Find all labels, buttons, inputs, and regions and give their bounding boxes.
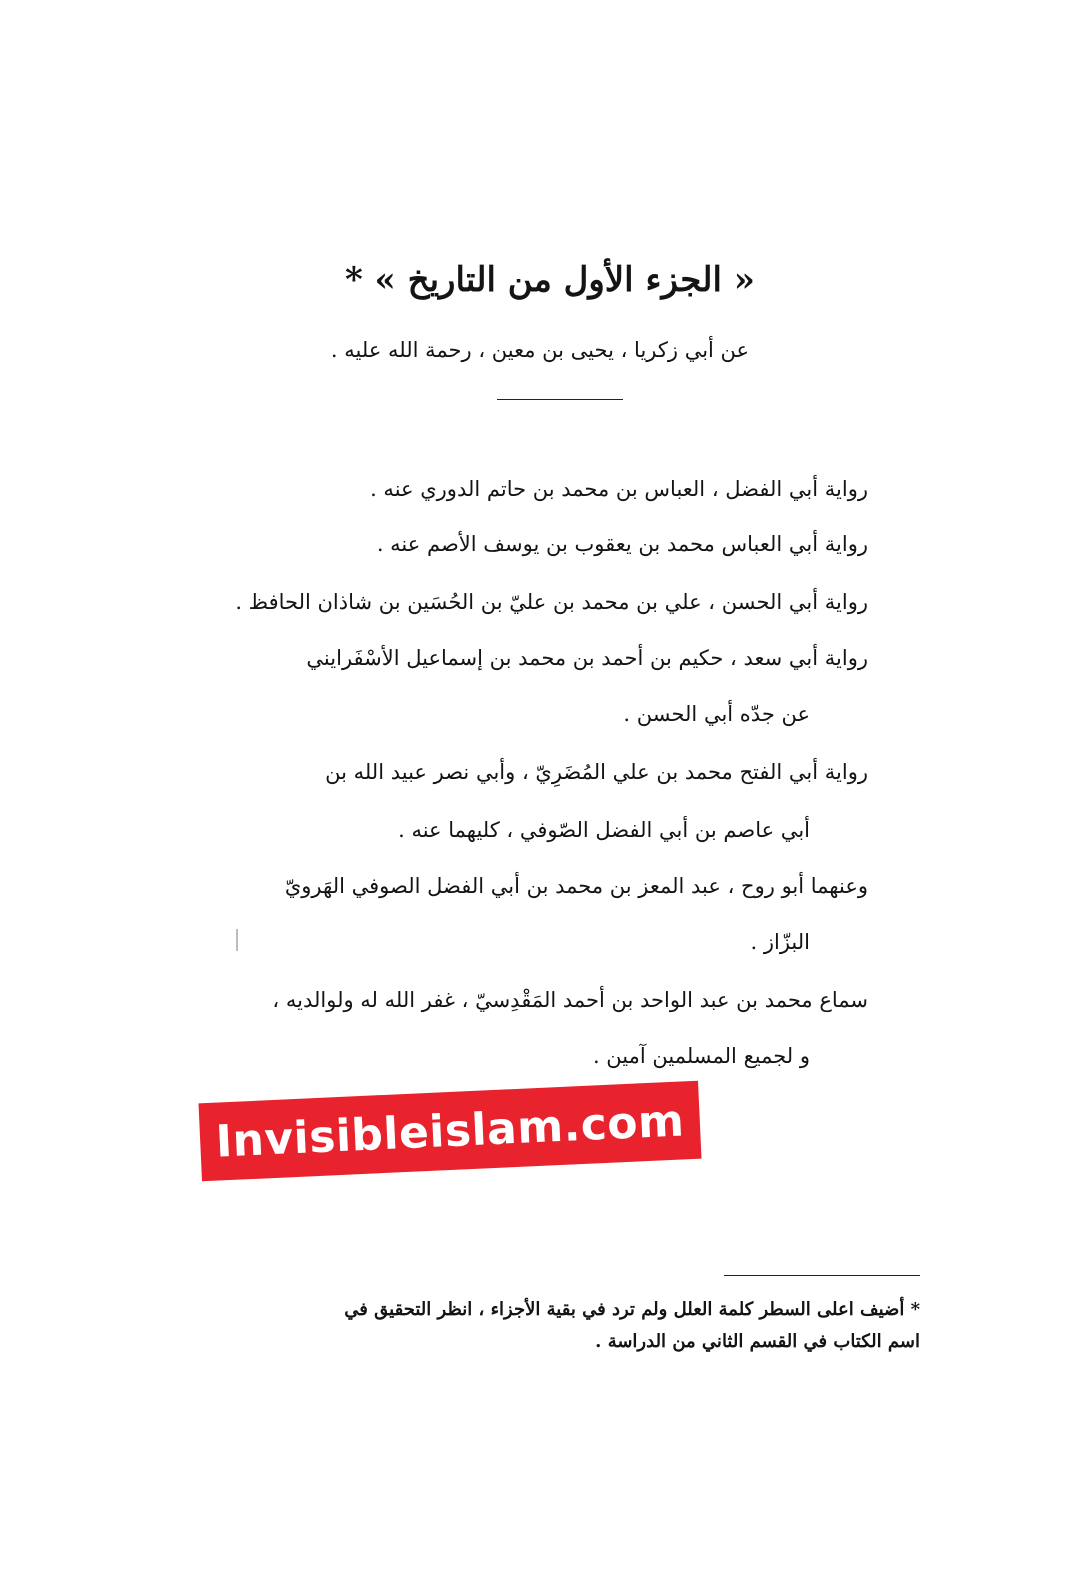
text-line-8: وعنهما أبو روح ، عبد المعز بن محمد بن أبي الفضل الصوفي الهَرويّ (284, 874, 868, 898)
text-line-4: رواية أبي سعد ، حكيم بن أحمد بن محمد بن إسماعيل الأسْفَرايني (306, 646, 868, 670)
watermark-text: Invisibleislam.com (214, 1094, 686, 1168)
text-line-10: سماع محمد بن عبد الواحد بن أحمد المَقْدِسيّ ، غفر الله له ولوالديه ، (272, 988, 868, 1012)
text-line-1: رواية أبي الفضل ، العباس بن محمد بن حاتم الدوري عنه . (370, 477, 868, 501)
footnote-line-2: اسم الكتاب في القسم الثاني من الدراسة . (595, 1331, 920, 1352)
text-line-9: البزّاز . (750, 930, 810, 954)
text-line-5: عن جدّه أبي الحسن . (623, 702, 810, 726)
text-line-2: رواية أبي العباس محمد بن يعقوب بن يوسف الأصم عنه . (376, 532, 868, 556)
watermark-banner (198, 1081, 701, 1182)
text-line-11: و لجميع المسلمين آمين . (592, 1044, 810, 1068)
title-separator (497, 399, 623, 400)
text-line-3: رواية أبي الحسن ، علي بن محمد بن عليّ بن الحُسَين بن شاذان الحافظ . (235, 590, 868, 614)
footnote-rule (724, 1275, 920, 1276)
footnote-line-1: * أضيف اعلى السطر كلمة العلل ولم ترد في بقية الأجزاء ، انظر التحقيق في (344, 1299, 920, 1320)
text-line-6: رواية أبي الفتح محمد بن علي المُضَرِيّ ، وأبي نصر عبيد الله بن (325, 760, 868, 784)
text-line-7: أبي عاصم بن أبي الفضل الصّوفي ، كليهما عنه . (398, 818, 810, 842)
page-subtitle: عن أبي زكريا ، يحيى بن معين ، رحمة الله عليه . (330, 338, 750, 362)
page-title: « الجزء الأول من التاريخ » * (344, 260, 756, 300)
scan-mark (236, 929, 238, 951)
